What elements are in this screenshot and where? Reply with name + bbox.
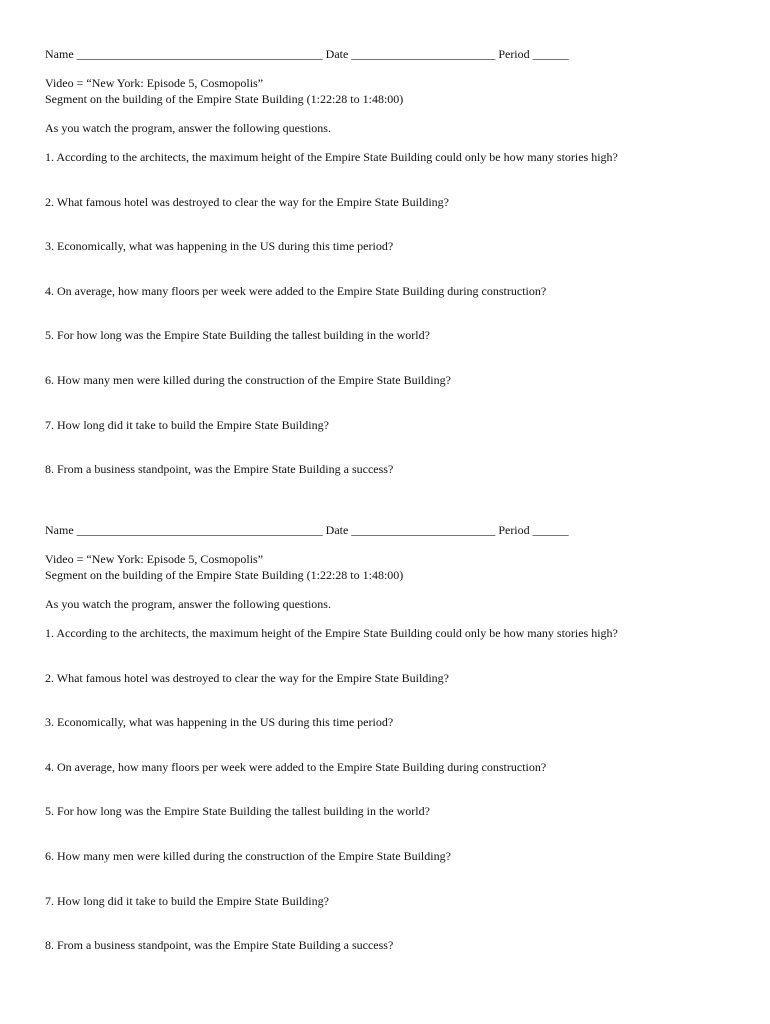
segment-info: Segment on the building of the Empire State Building (1:22:28 to 1:48:00) xyxy=(45,568,404,582)
instructions: As you watch the program, answer the following questions. xyxy=(45,597,331,611)
period-field[interactable]: Period ______ xyxy=(498,523,569,537)
question-7: 7. How long did it take to build the Empire State Building? xyxy=(45,418,329,432)
worksheet-copy-1 xyxy=(45,47,735,507)
worksheet-copy-2 xyxy=(45,523,735,983)
question-5: 5. For how long was the Empire State Building the tallest building in the world? xyxy=(45,328,430,342)
name-field[interactable]: Name _________________________________________ xyxy=(45,523,323,537)
question-4: 4. On average, how many floors per week were added to the Empire State Building during construction? xyxy=(45,760,547,774)
name-field[interactable]: Name _________________________________________ xyxy=(45,47,323,61)
segment-info: Segment on the building of the Empire State Building (1:22:28 to 1:48:00) xyxy=(45,92,404,106)
question-2: 2. What famous hotel was destroyed to clear the way for the Empire State Building? xyxy=(45,195,449,209)
name-date-period-line xyxy=(45,523,569,538)
question-1: 1. According to the architects, the maximum height of the Empire State Building could only be how many stories high? xyxy=(45,150,618,164)
name-date-period-line xyxy=(45,47,569,62)
question-7: 7. How long did it take to build the Empire State Building? xyxy=(45,894,329,908)
question-1: 1. According to the architects, the maximum height of the Empire State Building could only be how many stories high? xyxy=(45,626,618,640)
date-field[interactable]: Date ________________________ xyxy=(325,47,496,61)
question-2: 2. What famous hotel was destroyed to clear the way for the Empire State Building? xyxy=(45,671,449,685)
question-8: 8. From a business standpoint, was the Empire State Building a success? xyxy=(45,462,394,476)
question-3: 3. Economically, what was happening in the US during this time period? xyxy=(45,239,394,253)
date-field[interactable]: Date ________________________ xyxy=(325,523,496,537)
question-6: 6. How many men were killed during the construction of the Empire State Building? xyxy=(45,373,451,387)
question-5: 5. For how long was the Empire State Building the tallest building in the world? xyxy=(45,804,430,818)
video-title: Video = “New York: Episode 5, Cosmopolis” xyxy=(45,76,264,90)
question-6: 6. How many men were killed during the construction of the Empire State Building? xyxy=(45,849,451,863)
question-4: 4. On average, how many floors per week were added to the Empire State Building during construction? xyxy=(45,284,547,298)
period-field[interactable]: Period ______ xyxy=(498,47,569,61)
question-3: 3. Economically, what was happening in the US during this time period? xyxy=(45,715,394,729)
video-title: Video = “New York: Episode 5, Cosmopolis” xyxy=(45,552,264,566)
instructions: As you watch the program, answer the following questions. xyxy=(45,121,331,135)
question-8: 8. From a business standpoint, was the Empire State Building a success? xyxy=(45,938,394,952)
